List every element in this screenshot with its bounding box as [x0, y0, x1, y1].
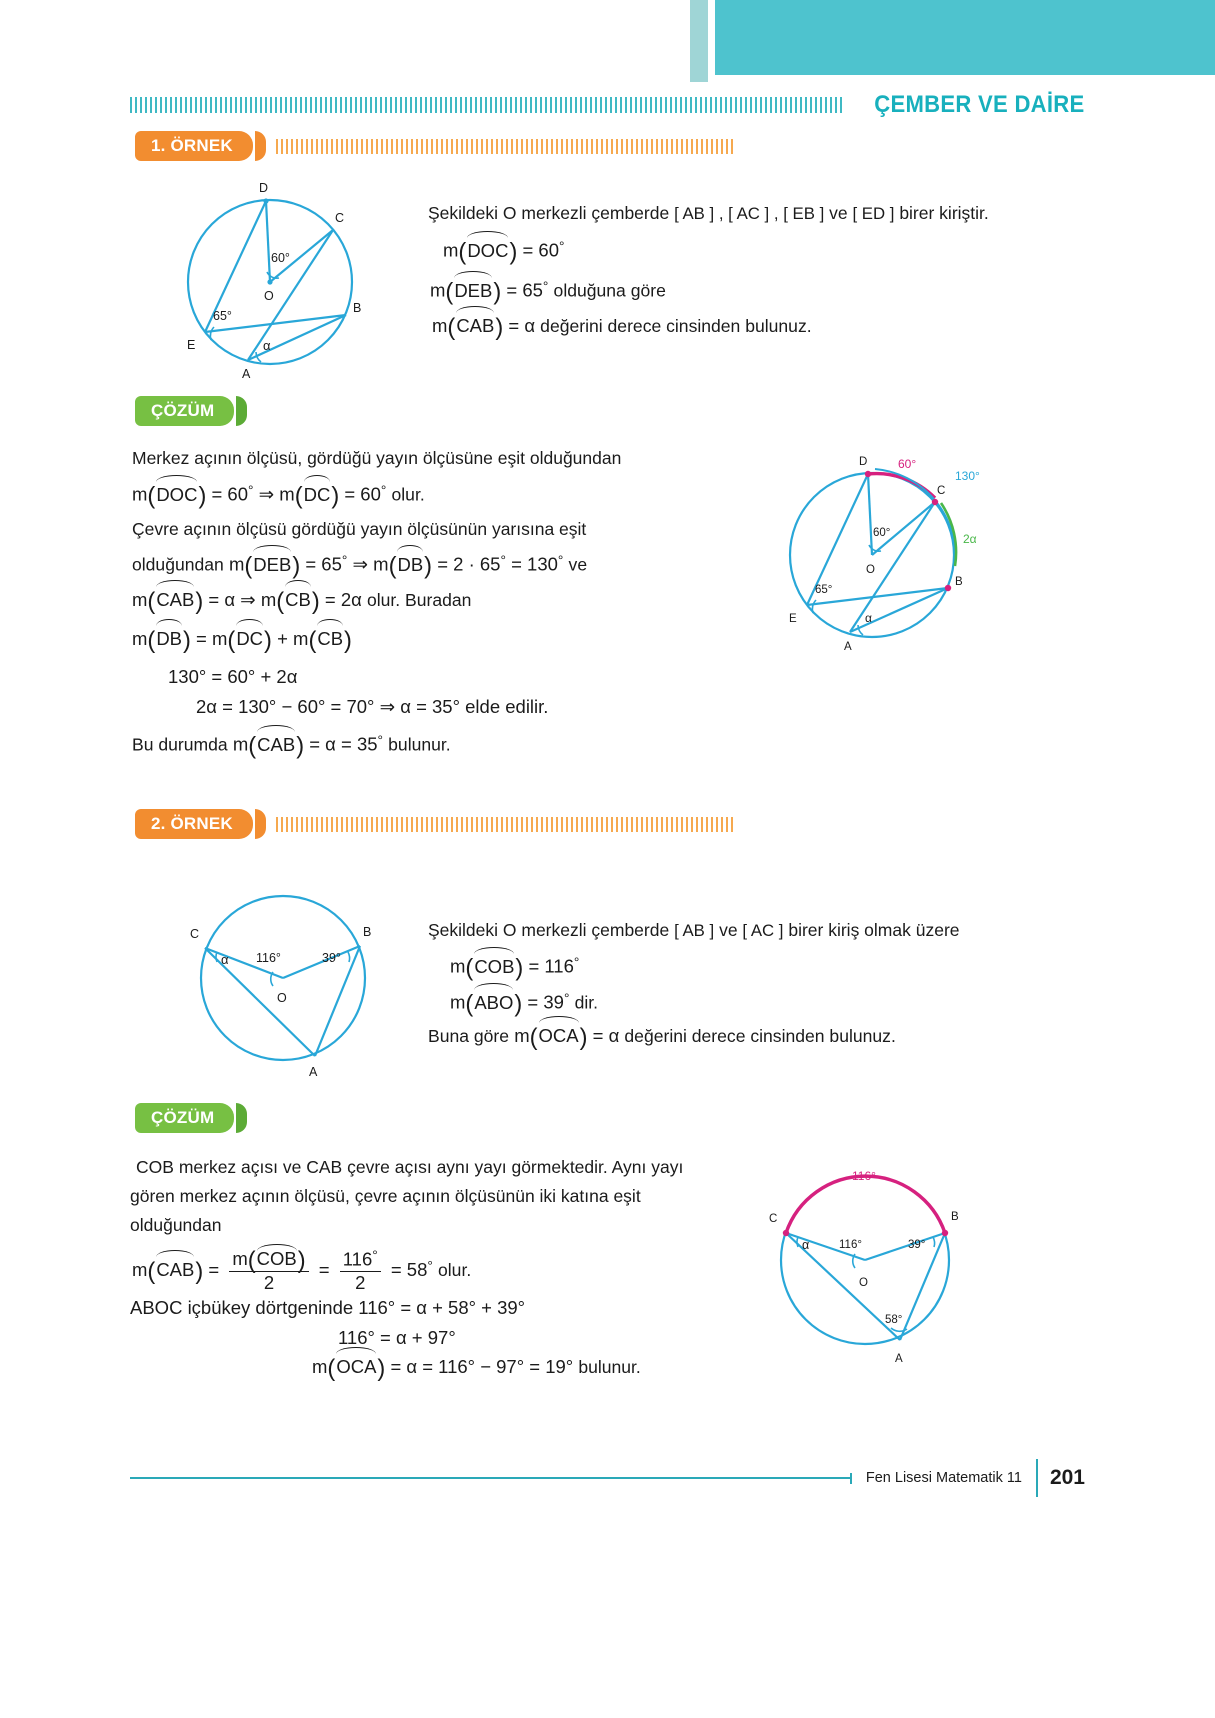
example-1-badge-row	[135, 131, 735, 161]
solution-2-paragraph-line-1	[136, 1152, 736, 1182]
solution-2-equation-4: m( OCA) = α = 116° − 97° = 19° bulunur.	[312, 1352, 641, 1382]
sol1-eq4-eq: =	[196, 628, 207, 649]
sol1-eq4-m1: m	[132, 628, 148, 649]
figure3-angle-center: 116°	[256, 951, 281, 965]
solution-1-equation-1: m( DOC) = 60° ⇒ m( DC) = 60° olur.	[132, 476, 425, 510]
figure2-arc-DC-label: 60°	[898, 457, 917, 471]
arc-notation-DC: DC	[303, 480, 332, 510]
page-number: 201	[1049, 1466, 1085, 1489]
arc-notation-CAB-2: CAB	[155, 585, 195, 615]
sol1-eq4-m3: m	[293, 628, 309, 649]
figure1-angle-E: 65°	[213, 309, 232, 323]
sol2-eq1-result: = 58	[390, 1258, 428, 1280]
sol1-eq2-m1: m	[228, 553, 245, 575]
figure4-label-O: O	[859, 1277, 868, 1289]
solution-2-figure	[755, 1150, 995, 1380]
sol1-p2-line1: Çevre açının ölçüsü gördüğü yayın ölçüsünün yarısına eşit	[132, 519, 587, 539]
arc-notation-ABO: ABO	[473, 988, 514, 1018]
stmt1-tail-3: olduğuna göre	[553, 280, 666, 301]
stmt2-m-4: m	[514, 1025, 530, 1046]
figure4-arc-label: 116°	[852, 1169, 876, 1183]
sol1-eq2-tail: ve	[568, 554, 588, 575]
figure2-label-C: C	[937, 485, 946, 497]
arc-notation-COB: COB	[473, 952, 515, 982]
sol2-frac2-den: 2	[340, 1271, 381, 1294]
figure4-label-B: B	[951, 1211, 959, 1223]
stmt2-val-3: = 39	[527, 991, 564, 1013]
arc-notation-DC-2: DC	[235, 624, 264, 654]
chapter-header	[130, 88, 1085, 122]
sol2-eq4-m: m	[312, 1356, 328, 1377]
figure2-label-O: O	[866, 564, 875, 576]
arc-notation-CB-2: CB	[316, 624, 344, 654]
example-2-statement-line-2: m( COB) = 116°	[450, 948, 579, 982]
solution-2-equation-2: ABOC içbükey dörtgeninde 116° = α + 58° + 39°	[130, 1297, 526, 1318]
sol2-eq1-eq: =	[208, 1258, 220, 1280]
solution-1-equation-6: 2α = 130° − 60° = 70° ⇒ α = 35° elde edilir.	[196, 696, 549, 717]
solution-1-paragraph-2	[132, 514, 772, 544]
example-2-badge-row	[135, 809, 735, 839]
figure1-label-D: D	[259, 181, 269, 195]
stmt1-val-4: = α	[508, 315, 536, 336]
stmt1-m-4: m	[432, 315, 448, 336]
figure1-label-A: A	[242, 367, 251, 381]
sol2-eq1-eq2: =	[318, 1258, 330, 1280]
figure2-label-B: B	[955, 576, 963, 588]
sol1-eq3-v2: = 2α	[324, 589, 362, 610]
example-2-figure	[185, 880, 385, 1085]
stmt2-val-2: = 116	[528, 955, 574, 977]
solution-2-paragraph-line-3: olduğundan	[130, 1215, 222, 1235]
example-1-dashed-rule	[276, 139, 735, 154]
stmt1-text-e: birer kiriştir.	[899, 203, 989, 223]
stmt2-prefix-4: Buna göre	[428, 1026, 510, 1046]
sol1-eq2-v2: = 2 · 65	[437, 553, 501, 575]
solution-2-equation-1: m( CAB) = m( COB) 2 = $\frac{116^\circ}{2}$ = 58° olur.	[132, 1248, 471, 1294]
stmt1-text-a: Şekildeki O merkezli çemberde	[428, 203, 670, 223]
sol2-cab: CAB	[306, 1157, 343, 1177]
solution-1-equation-3: m( CAB) = α ⇒ m( CB) = 2α olur. Buradan	[132, 585, 471, 615]
sol1-eq1-m1: m	[132, 483, 148, 505]
sol2-cob: COB	[136, 1157, 174, 1177]
example-1-statement-line-1	[428, 198, 1048, 229]
sol1-eq1-tail: olur.	[391, 484, 425, 505]
figure4-angle-B: 39°	[908, 1239, 926, 1251]
sol1-eq7-tail: bulunur.	[388, 734, 451, 755]
sol2-eq4-tail: bulunur.	[578, 1357, 641, 1377]
example-2-badge-tail	[255, 809, 266, 839]
figure1-label-E: E	[187, 338, 196, 352]
sol1-eq1-m2: m	[279, 483, 295, 505]
sol2-text-b: merkez açısı ve	[178, 1157, 302, 1177]
solution-2-badge: ÇÖZÜM	[135, 1103, 234, 1133]
footer-label: Fen Lisesi Matematik 11	[865, 1470, 1022, 1486]
sol2-frac2-num: 116	[342, 1248, 373, 1270]
figure2-angle-E: 65°	[815, 584, 833, 596]
sol1-eq7-value: = α = 35	[309, 733, 378, 755]
figure4-angle-A: 58°	[885, 1314, 903, 1326]
footer-tick	[850, 1473, 852, 1484]
figure2-arc-CB-label: 2α	[963, 532, 977, 546]
stmt2-val-4: = α	[592, 1025, 620, 1046]
sol1-eq2-m2: m	[373, 553, 389, 575]
example-1-statement-line-2: m( DOC) = 60°	[443, 232, 564, 266]
sol1-eq3-arrow: ⇒	[240, 589, 256, 610]
solution-2-badge-tail	[236, 1103, 247, 1133]
fraction-mCOB-over-2: m( COB) 2	[229, 1249, 308, 1293]
sol1-eq3-tail: olur. Buradan	[366, 590, 472, 610]
stmt1-segments-2: [ ED ]	[852, 204, 895, 223]
solution-1-equation-7: Bu durumda m( CAB) = α = 35° bulunur.	[132, 726, 451, 760]
solution-1-badge-tail	[236, 396, 247, 426]
example-1-statement-line-3: m( DEB) = 65° olduğuna göre	[430, 272, 666, 306]
figure4-angle-alpha: α	[802, 1238, 810, 1252]
stmt2-segment-1: [ AB ]	[674, 921, 715, 940]
example-1-badge: 1. ÖRNEK	[135, 131, 253, 161]
example-1-figure	[178, 172, 378, 387]
arc-notation-OCA-2: OCA	[335, 1352, 377, 1382]
sol1-eq7-prefix: Bu durumda	[132, 734, 228, 755]
figure3-angle-alpha: α	[221, 952, 229, 967]
sol1-eq2-v2b: = 130	[511, 553, 558, 575]
sol1-eq4-plus: +	[277, 628, 288, 649]
solution-2-paragraph-line-2: gören merkez açının ölçüsü, çevre açının ölçüsünün iki katına eşit	[130, 1186, 641, 1206]
solution-1-equation-5: 130° = 60° + 2α	[168, 666, 298, 687]
arc-notation-CB: CB	[284, 585, 312, 615]
arc-notation-OCA: OCA	[538, 1021, 580, 1051]
stmt1-segments-1: [ AB ] , [ AC ] , [ EB ]	[674, 204, 825, 223]
solution-1-equation-2: olduğundan m( DEB) = 65° ⇒ m( DB) = 2 · 65° = 130° ve	[132, 546, 587, 580]
figure1-angle-center: 60°	[271, 251, 290, 265]
figure2-label-D: D	[859, 456, 868, 468]
footer-rule	[130, 1477, 850, 1479]
sol1-eq2-v1: = 65	[305, 553, 342, 575]
sol1-eq1-arrow: ⇒	[258, 483, 275, 505]
arc-notation-CAB-3: CAB	[256, 730, 296, 760]
example-1-statement-line-4: m( CAB) = α değerini derece cinsinden bulunuz.	[432, 311, 812, 341]
sol1-p1-text: Merkez açının ölçüsü, gördüğü yayın ölçüsüne eşit olduğundan	[132, 448, 622, 468]
example-2-badge: 2. ÖRNEK	[135, 809, 253, 839]
arc-notation-DEB: DEB	[453, 276, 493, 306]
arc-notation-DEB-2: DEB	[252, 550, 292, 580]
arc-notation-DB-2: DB	[155, 624, 183, 654]
sol1-eq1-v1: = 60	[211, 483, 248, 505]
example-2-statement-line-4: Buna göre m( OCA) = α değerini derece cinsinden bulunuz.	[428, 1021, 896, 1051]
top-tab-decoration	[0, 0, 1215, 92]
sol1-eq3-m2: m	[260, 589, 277, 610]
stmt2-m-3: m	[450, 991, 466, 1013]
stmt1-val-2: = 60	[522, 239, 559, 261]
sol2-text-d: çevre açısı aynı yayı görmektedir. Aynı yayı	[347, 1157, 684, 1177]
solution-1-badge: ÇÖZÜM	[135, 396, 234, 426]
figure2-arc-DB-label: 130°	[955, 469, 980, 483]
solution-1-figure	[765, 440, 995, 670]
arc-notation-CAB-4: CAB	[155, 1255, 195, 1285]
solution-2-equation-3: 116° = α + 97°	[338, 1327, 456, 1348]
example-2-dashed-rule	[276, 817, 735, 832]
arc-notation-DB: DB	[396, 550, 424, 580]
sol1-eq1-v2: = 60	[344, 483, 381, 505]
arc-notation-COB-2: COB	[256, 1249, 298, 1270]
stmt2-text-e: birer kiriş olmak üzere	[788, 920, 960, 940]
figure2-label-E: E	[789, 613, 797, 625]
stmt2-tail-4: değerini derece cinsinden bulunuz.	[624, 1026, 896, 1046]
stmt1-text-c: ve	[829, 203, 848, 223]
figure1-angle-A: α	[263, 338, 271, 353]
sol1-eq7-m: m	[232, 733, 249, 755]
arc-DB-highlight	[875, 469, 955, 565]
figure1-label-C: C	[335, 211, 345, 225]
figure4-label-C: C	[769, 1213, 778, 1225]
sol2-eq4-value: = α = 116° − 97° = 19°	[390, 1356, 574, 1377]
figure2-angle-center: 60°	[873, 527, 891, 539]
sol1-eq3-m1: m	[132, 589, 148, 610]
figure1-label-B: B	[353, 301, 362, 315]
sol2-frac-m: m	[232, 1247, 248, 1269]
figure3-label-C: C	[190, 927, 200, 941]
sol2-eq1-tail: olur.	[438, 1259, 472, 1280]
top-tab	[708, 0, 1215, 82]
arc-DC-highlight	[868, 474, 935, 498]
figure1-label-O: O	[264, 289, 274, 303]
stmt1-tail-4: değerini derece cinsinden bulunuz.	[540, 316, 812, 336]
arc-notation-DOC-2: DOC	[155, 480, 198, 510]
sol2-frac-den: 2	[229, 1271, 308, 1294]
sol1-eq2-arrow: ⇒	[352, 553, 369, 575]
figure2-label-A: A	[844, 641, 852, 653]
example-2-statement-line-1	[428, 915, 1038, 946]
solution-2-badge-row	[135, 1103, 255, 1133]
figure3-angle-B: 39°	[322, 951, 341, 965]
stmt2-m-2: m	[450, 955, 466, 977]
sol2-eq1-m1: m	[132, 1258, 148, 1280]
page-title: ÇEMBER VE DAİRE	[874, 91, 1085, 118]
stmt1-m-2: m	[443, 239, 459, 261]
figure3-label-B: B	[363, 925, 372, 939]
arc-CB-highlight-2	[786, 1176, 945, 1233]
page-footer	[130, 1458, 1085, 1498]
arc-notation-CAB: CAB	[455, 311, 495, 341]
sol1-eq3-v1: = α	[208, 589, 236, 610]
stmt2-tail-3: dir.	[574, 992, 599, 1013]
sol1-eq4-m2: m	[212, 628, 228, 649]
example-1-badge-tail	[255, 131, 266, 161]
figure3-label-A: A	[309, 1065, 318, 1079]
solution-1-equation-4: m( DB) = m( DC) + m( CB)	[132, 624, 352, 654]
fraction-116-over-2: $\frac{116^\circ}{2}$	[340, 1248, 381, 1294]
solution-1-badge-row	[135, 396, 255, 426]
figure3-label-O: O	[277, 991, 287, 1005]
arc-notation-DOC: DOC	[466, 236, 509, 266]
figure4-label-A: A	[895, 1353, 903, 1365]
sol1-eq2-prefix: olduğundan	[132, 554, 224, 575]
stmt1-val-3: = 65	[506, 279, 543, 301]
stmt2-text-a: Şekildeki O merkezli çemberde	[428, 920, 670, 940]
example-2-statement-line-3: m( ABO) = 39° dir.	[450, 984, 598, 1018]
stmt2-text-c: ve	[719, 920, 738, 940]
solution-1-paragraph-1	[132, 443, 772, 473]
figure4-angle-center: 116°	[839, 1239, 862, 1251]
header-dashed-rule	[130, 97, 842, 113]
stmt1-m-3: m	[430, 279, 446, 301]
figure2-angle-A: α	[865, 611, 872, 625]
footer-separator	[1036, 1459, 1038, 1497]
stmt2-segment-2: [ AC ]	[742, 921, 784, 940]
